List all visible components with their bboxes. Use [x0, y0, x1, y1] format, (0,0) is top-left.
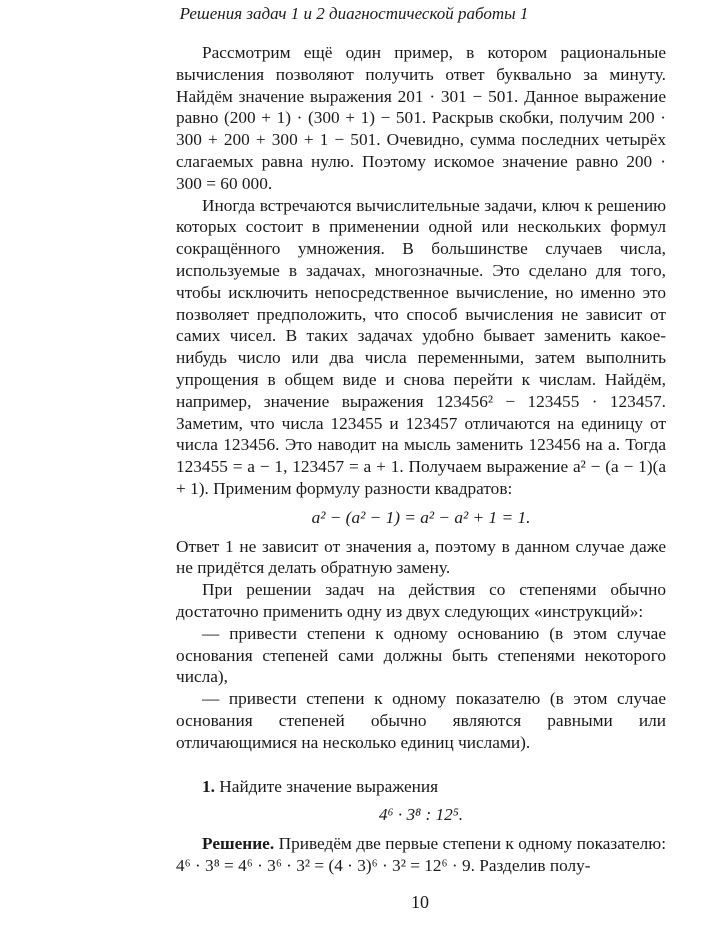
paragraph-powers-intro: При решении задач на действия со степенями обычно достаточно применить одну из двух следующих «инструкций»:: [176, 580, 666, 621]
task-1-expression: 4⁶ · 3⁸ : 12⁵.: [378, 805, 464, 825]
page-body: [176, 42, 666, 877]
spacer: [176, 754, 666, 776]
solution-label: Решение.: [202, 834, 275, 854]
paragraph-instruction-exponent: — привести степени к одному показателю (в этом случае основания степеней обычно являются равными или отличающимися на несколько единиц числами).: [176, 689, 666, 752]
running-header: Решения задач 1 и 2 диагностической работы 1: [179, 4, 529, 23]
paragraph-example-201: Рассмотрим ещё один пример, в котором рациональные вычисления позволяют получить ответ буквально за минуту. Найдём значение выражения 201 · 301 − 501. Данное выражение равно (200 + 1) · (300 + 1) − 501. Раскрыв скобки, получим 200 · 300 + 200 + 300 + 1 − 501. Очевидно, сумма последних четырёх слагаемых равна нулю. Поэтому искомое значение равно 200 · 300 = 60 000.: [176, 43, 666, 193]
page-number: 10: [411, 892, 429, 912]
formula-difference-of-squares: a² − (a² − 1) = a² − a² + 1 = 1.: [311, 507, 531, 527]
solution-paragraph: Решение. Приведём две первые степени к одному показателю: 4⁶ · 3⁸ = 4⁶ · 3⁶ · 3² = (4 · 3)⁶ · 3² = 12⁶ · 9. Разделив полу-: [176, 834, 666, 875]
paragraph-abbreviated-multiplication: Иногда встречаются вычислительные задачи, ключ к решению которых состоит в применении одной или нескольких формул сокращённого умножения. В большинстве случаев числа, используемые в задачах, многозначные. Это сделано для того, чтобы исключить непосредственное вычисление, но именно это позволяет предположить, что способ вычисления не зависит от самих чисел. В таких задачах удобно бывает заменить какое-нибудь число или два числа переменными, затем выполнить упрощения в общем виде и снова перейти к числам. Найдём, например, значение выражения 123456² − 123455 · 123457. Заметим, что числа 123455 и 123457 отличаются на единицу от числа 123456. Это наводит на мысль заменить 123456 на a. Тогда 123455 = a − 1, 123457 = a + 1. Получаем выражение a² − (a − 1)(a + 1). Применим формулу разности квадратов:: [176, 195, 666, 498]
paragraph-answer-one: Ответ 1 не зависит от значения a, поэтому в данном случае даже не придётся делать обратную замену.: [176, 536, 666, 578]
paragraph-instruction-base: — привести степени к одному основанию (в этом случае основания степеней сами должны быть степенями некоторого числа),: [176, 623, 666, 687]
task-1-statement: 1. Найдите значение выражения: [202, 776, 439, 796]
task-number: 1.: [202, 776, 215, 796]
